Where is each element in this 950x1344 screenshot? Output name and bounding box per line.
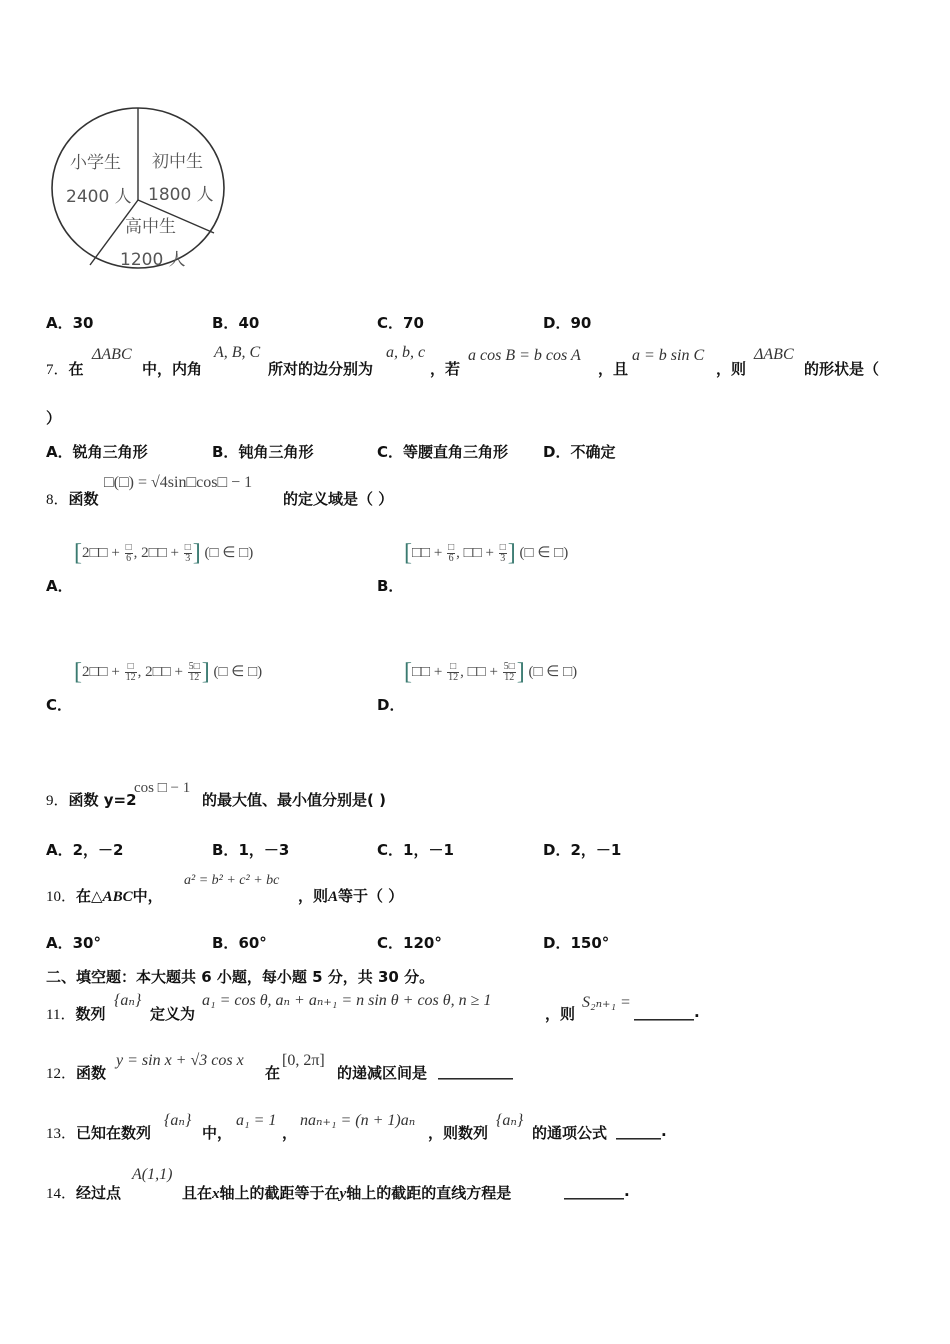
q8-number: 8． (46, 492, 69, 508)
q10-option-c[interactable]: C．120° (377, 934, 442, 952)
pie-label-junior: 初中生 (152, 152, 203, 172)
q7-stem (46, 358, 84, 379)
q7-close-paren: ） (46, 409, 62, 427)
section-heading-fill-in: 二、填空题：本大题共 6 小题，每小题 5 分，共 30 分。 (46, 968, 435, 986)
q7-math-angles: A, B, C (214, 344, 261, 361)
q7-text-5: ，且 (598, 360, 629, 378)
q8-option-c-label[interactable]: C． (46, 696, 73, 714)
q7-math-triangle: ΔABC (92, 346, 132, 363)
q11-text-1: 数列 (75, 1005, 106, 1023)
q14-number: 14． (46, 1186, 77, 1202)
q11-stem (46, 1003, 105, 1024)
q12-text-2: 在 (265, 1064, 281, 1082)
q9-option-d[interactable]: D．2，－1 (543, 841, 622, 859)
q12-answer-blank[interactable]: __________ (438, 1062, 513, 1080)
q10-text-2: 中， (132, 887, 163, 905)
q7-math-triangle-2: ΔABC (754, 346, 794, 363)
q8-option-d-label[interactable]: D． (377, 696, 405, 714)
q12-formula: y = sin x + √3 cos x (116, 1052, 244, 1069)
q10-formula: a² = b² + c² + bc (184, 873, 280, 888)
q7-option-d[interactable]: D．不确定 (543, 443, 616, 461)
pie-count-junior: 1800 人 (148, 185, 214, 205)
q14-text-1: 经过点 (76, 1184, 122, 1202)
q8-option-a-interval[interactable]: [2□□ + $\frac{□}{6}$ , 2□□ + $\frac{□}{3}$ ] (□ ∈ □) (74, 540, 254, 566)
q14-answer-blank[interactable]: ________. (564, 1182, 630, 1200)
q11-math-sum: S₂ₙ₊₁ = (582, 994, 631, 1011)
q13-text-5: 的通项公式 (532, 1124, 608, 1142)
q11-formula: a₁ = cos θ, aₙ + aₙ₊₁ = n sin θ + cos θ, n ≥ 1 (202, 992, 492, 1009)
q14-stem (46, 1182, 121, 1203)
q8-text-2: 的定义域是（ ） (283, 490, 394, 508)
q11-answer-blank[interactable]: ________. (634, 1003, 700, 1021)
q7-option-c[interactable]: C．等腰直角三角形 (377, 443, 509, 461)
q6-option-b[interactable]: B．40 (212, 314, 260, 332)
q10-tail: ，则A等于（ ） (298, 887, 404, 905)
q13-math-recurrence: naₙ₊₁ = (n + 1)aₙ (300, 1112, 416, 1129)
q8-option-d-interval[interactable]: [□□ + $\frac{□}{12}$ , □□ + $\frac{5□}{12}$ ] (□ ∈ □) (404, 659, 578, 685)
q9-text-1: 函数 y=2 (68, 791, 137, 809)
q7-text-3: 所对的边分别为 (268, 360, 374, 378)
q7-text-4: ，若 (430, 360, 461, 378)
q13-text-1: 已知在数列 (76, 1124, 152, 1142)
q10-option-d[interactable]: D．150° (543, 934, 610, 952)
q7-text-6: ，则 (716, 360, 747, 378)
q8-option-c-interval[interactable]: [2□□ + $\frac{□}{12}$ , 2□□ + $\frac{5□}{12}$ ] (□ ∈ □) (74, 659, 263, 685)
pie-count-senior: 1200 人 (120, 250, 186, 270)
q7-math-condition-2: a = b sin C (632, 347, 705, 364)
q13-text-3: ， (282, 1124, 298, 1142)
q8-text-1: 函数 (68, 490, 99, 508)
q9-option-b[interactable]: B．1，－3 (212, 841, 290, 859)
q7-math-sides: a, b, c (386, 344, 426, 361)
q8-option-b-label[interactable]: B． (377, 577, 404, 595)
q13-answer-blank[interactable]: ______. (616, 1122, 667, 1140)
q8-formula: □(□) = √4sin□cos□ − 1 (104, 474, 253, 491)
q11-text-2: 定义为 (150, 1005, 196, 1023)
q11-text-3: ，则 (545, 1005, 576, 1023)
q13-text-4: ，则数列 (428, 1124, 489, 1142)
q7-text-1: 在 (68, 360, 84, 378)
q7-math-condition-1: a cos B = b cos A (468, 347, 581, 364)
q10-option-a[interactable]: A．30° (46, 934, 101, 952)
q10-abc: ABC (102, 889, 133, 905)
q7-text-2: 中，内角 (142, 360, 203, 378)
q10-option-b[interactable]: B．60° (212, 934, 267, 952)
q8-stem (46, 488, 99, 509)
q13-number: 13． (46, 1126, 77, 1142)
q6-option-a[interactable]: A．30 (46, 314, 94, 332)
q14-math-point: A(1,1) (132, 1166, 173, 1183)
pie-label-senior: 高中生 (125, 217, 176, 237)
q6-option-c[interactable]: C．70 (377, 314, 424, 332)
q7-number: 7． (46, 362, 69, 378)
q9-exponent: cos □ − 1 (134, 780, 191, 796)
q10-stem (46, 885, 163, 906)
q12-number: 12． (46, 1066, 77, 1082)
q14-text-2: 且在x轴上的截距等于在y轴上的截距的直线方程是 (182, 1184, 512, 1202)
q8-option-a-label[interactable]: A． (46, 577, 73, 595)
q9-stem (46, 789, 137, 810)
q13-stem (46, 1122, 151, 1143)
pie-count-primary: 2400 人 (66, 187, 132, 207)
q7-option-b[interactable]: B．钝角三角形 (212, 443, 314, 461)
q6-option-d[interactable]: D．90 (543, 314, 592, 332)
q13-math-seq: {aₙ} (164, 1112, 192, 1129)
q9-option-c[interactable]: C．1，－1 (377, 841, 454, 859)
q10-text-1: 在△ (76, 887, 103, 905)
q7-option-a[interactable]: A．锐角三角形 (46, 443, 148, 461)
q11-math-seq: {aₙ} (114, 992, 142, 1009)
q11-number: 11． (46, 1007, 76, 1023)
q12-stem (46, 1062, 106, 1083)
q13-math-seq-2: {aₙ} (496, 1112, 524, 1129)
q7-text-7: 的形状是（ (804, 360, 880, 378)
q10-number: 10． (46, 889, 77, 905)
q13-text-2: 中， (202, 1124, 233, 1142)
q9-number: 9． (46, 793, 69, 809)
q12-interval: [0, 2π] (282, 1052, 325, 1069)
q8-option-b-interval[interactable]: [□□ + $\frac{□}{6}$ , □□ + $\frac{□}{3}$ ] (□ ∈ □) (404, 540, 569, 566)
pie-label-primary: 小学生 (70, 153, 121, 173)
q9-option-a[interactable]: A．2，－2 (46, 841, 124, 859)
q9-text-2: 的最大值、最小值分别是( ) (202, 791, 386, 809)
q13-math-initial: a₁ = 1 (236, 1112, 277, 1129)
q12-text-1: 函数 (76, 1064, 107, 1082)
q12-text-3: 的递减区间是 (337, 1064, 428, 1082)
